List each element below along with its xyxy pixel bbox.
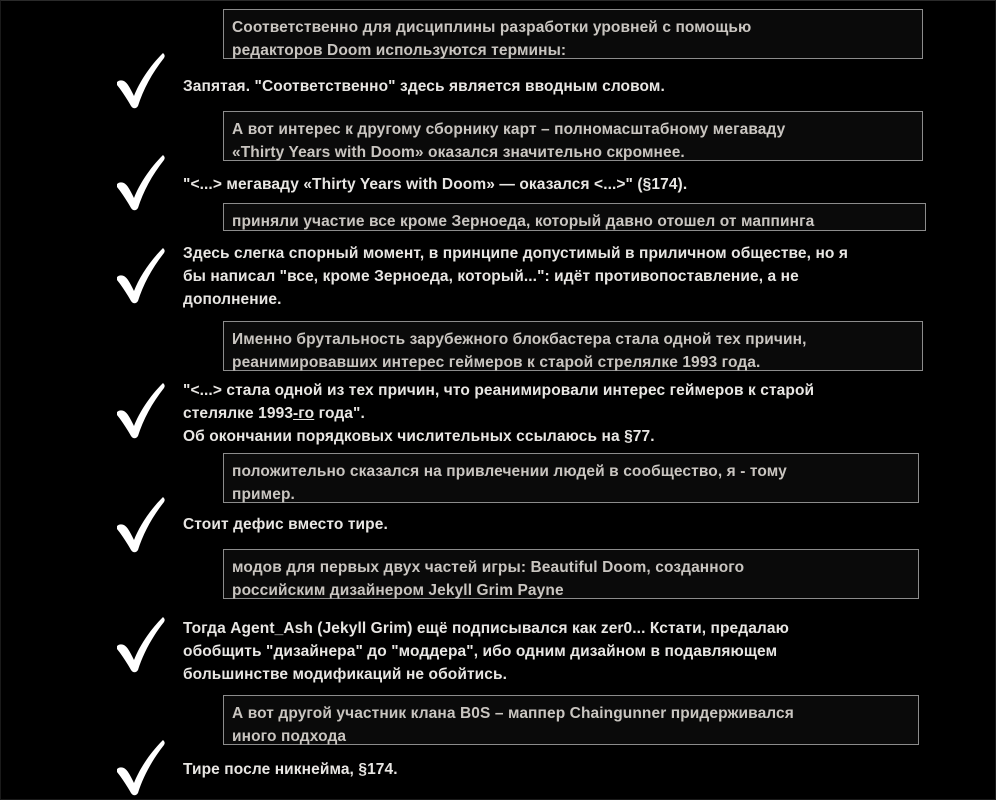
check-mark-1 — [107, 49, 173, 111]
quote-line: модов для первых двух частей игры: Beautiful Doom, созданного — [232, 559, 745, 576]
comment-hyphen-instead-of-dash — [183, 513, 943, 536]
comment-megawad-dash-174 — [183, 173, 943, 196]
quote-zernoed-mapping — [223, 203, 926, 231]
comment-agent-ash-modder — [183, 617, 983, 686]
comment-line: "<...> мегаваду «Thirty Years with Doom» — оказался <...>" (§174). — [183, 176, 688, 193]
comment-comma-intro-word — [183, 75, 943, 98]
quote-beautiful-doom-jekyll — [223, 549, 919, 599]
comment-line: обобщить "дизайнера" до "моддера", ибо одним дизайном в подавляющем — [183, 643, 778, 660]
quote-b0s-chaingunner — [223, 695, 919, 745]
comment-line-suffix: года". — [314, 405, 365, 422]
quote-thirty-years-with-doom — [223, 111, 923, 161]
quote-line: реанимировавших интерес геймеров к старой стрелялке 1993 года. — [232, 354, 761, 371]
comment-dash-after-nickname-174 — [183, 758, 943, 781]
quote-line: Соответственно для дисциплины разработки уровней с помощью — [232, 19, 752, 36]
quote-doom-editors-terms — [223, 9, 923, 59]
comment-line: бы написал "все, кроме Зерноеда, который...": идёт противопоставление, а не — [183, 268, 799, 285]
quote-line: приняли участие все кроме Зерноеда, который давно отошел от маппинга — [232, 213, 815, 230]
quote-line: «Thirty Years with Doom» оказался значительно скромнее. — [232, 144, 685, 161]
comment-controversial-moment — [183, 242, 983, 311]
check-mark-5 — [107, 493, 173, 555]
comment-line: Об окончании порядковых числительных ссылаюсь на §77. — [183, 428, 655, 445]
comment-line: большинстве модификаций не обойтись. — [183, 666, 508, 683]
underlined-fragment: -го — [293, 405, 315, 422]
check-mark-7 — [107, 736, 173, 798]
comment-line: Стоит дефис вместо тире. — [183, 516, 388, 533]
comment-line: Тогда Agent_Ash (Jekyll Grim) ещё подписывался как zer0... Кстати, предалаю — [183, 620, 789, 637]
quote-line: редакторов Doom используются термины: — [232, 42, 567, 59]
check-mark-6 — [107, 613, 173, 675]
quote-line: иного подхода — [232, 728, 347, 745]
comment-line: дополнение. — [183, 291, 282, 308]
quote-line: А вот другой участник клана B0S – маппер Chaingunner придерживался — [232, 705, 794, 722]
comment-line-with-underline — [183, 402, 983, 425]
check-mark-3 — [107, 244, 173, 306]
quote-line: Именно брутальность зарубежного блокбастера стала одной тех причин, — [232, 331, 807, 348]
check-mark-2 — [107, 151, 173, 213]
comment-line: Запятая. "Соответственно" здесь является вводным словом. — [183, 78, 665, 95]
comment-line: "<...> стала одной из тех причин, что реанимировали интерес геймеров к старой — [183, 382, 815, 399]
quote-line: А вот интерес к другому сборнику карт – полномасштабному мегаваду — [232, 121, 786, 138]
check-mark-4 — [107, 379, 173, 441]
comment-line: Тире после никнейма, §174. — [183, 761, 398, 778]
comment-line: Здесь слегка спорный момент, в принципе допустимый в приличном обществе, но я — [183, 245, 849, 262]
comment-ordinal-numerals-77 — [183, 379, 983, 448]
comment-line-prefix: стелялке 1993 — [183, 405, 294, 422]
quote-line: пример. — [232, 486, 295, 503]
quote-brutality-blockbuster — [223, 321, 923, 371]
quote-line: положительно сказался на привлечении людей в сообщество, я - тому — [232, 463, 787, 480]
quote-community-attraction — [223, 453, 919, 503]
quote-line: российским дизайнером Jekyll Grim Payne — [232, 582, 564, 599]
